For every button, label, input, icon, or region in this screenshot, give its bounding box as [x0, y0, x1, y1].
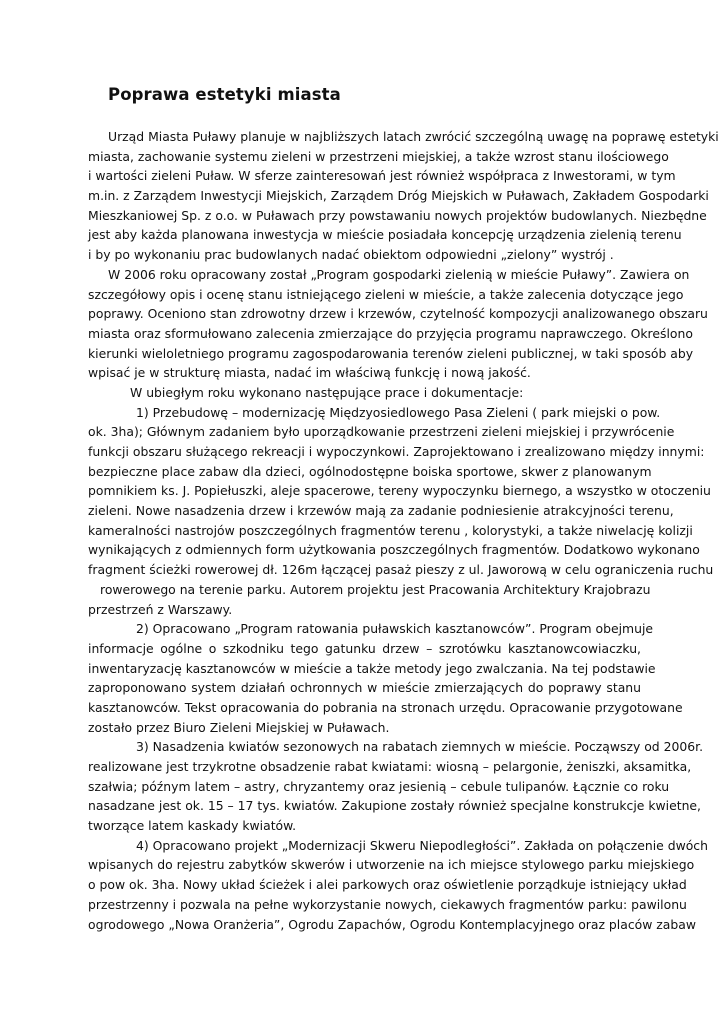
text-line: przestrzeń z Warszawy. — [88, 601, 233, 617]
text-line: miasta oraz sformułowano zalecenia zmierzające do przyjęcia programu naprawczego. Określono — [88, 325, 693, 341]
text-line: inwentaryzację kasztanowców w mieście a także metody jego zwalczania. Na tej podstawie — [88, 660, 656, 676]
document-body — [88, 127, 719, 934]
text-line: fragment ścieżki rowerowej dł. 126m łączącej pasaż pieszy z ul. Jaworową w celu ograniczenia ruchu — [88, 562, 714, 578]
text-line: m.in. z Zarządem Inwestycji Miejskich, Zarządem Dróg Miejskich w Puławach, Zakładem Gospodarki — [88, 188, 709, 204]
text-line: szałwia; późnym latem – astry, chryzantemy oraz jesienią – cebule tulipanów. Łącznie co roku — [88, 778, 670, 794]
text-line: kierunki wieloletniego programu zagospodarowania terenów zieleni publicznej, w taki sposób aby — [88, 345, 694, 361]
text-line: ok. 3ha); Głównym zadaniem było uporządkowanie przestrzeni zieleni miejskiej i przywrócenie — [88, 424, 675, 440]
text-line: informacje ogólne o szkodniku tego gatunku drzew – szrotówku kasztanowcowiaczku, — [88, 640, 641, 656]
document-title: Poprawa estetyki miasta — [108, 85, 341, 104]
text-line: kasztanowców. Tekst opracowania do pobrania na stronach urzędu. Opracowanie przygotowane — [88, 699, 683, 715]
text-line: poprawy. Oceniono stan zdrowotny drzew i krzewów, czytelność kompozycji analizowanego obszaru — [88, 306, 708, 322]
text-line: nasadzane jest ok. 15 – 17 tys. kwiatów. Zakupione zostały również specjalne konstrukcje kwietne, — [88, 798, 701, 814]
text-line: realizowane jest trzykrotne obsadzenie rabat kwiatami: wiosną – pelargonie, żeniszki, aksamitka, — [88, 759, 692, 774]
text-line: 1) Przebudowę – modernizację Międzyosiedlowego Pasa Zieleni ( park miejski o pow. — [136, 404, 661, 420]
text-line: funkcji obszaru służącego rekreacji i wypoczynkowi. Zaprojektowano i zrealizowano między innymi: — [88, 444, 705, 459]
text-line: Mieszkaniowej Sp. z o.o. w Puławach przy powstawaniu nowych projektów budowlanych. Niezbędne — [88, 207, 707, 223]
text-line: szczegółowy opis i ocenę stanu istniejącego zieleni w mieście, a także zalecenia dotyczące jego — [88, 286, 684, 302]
text-line: ogrodowego „Nowa Oranżeria”, Ogrodu Zapachów, Ogrodu Kontemplacyjnego oraz placów zabaw — [88, 916, 696, 932]
text-line: 4) Opracowano projekt „Modernizacji Skweru Niepodległości”. Zakłada on połączenie dwóch — [136, 837, 708, 853]
text-line: bezpieczne place zabaw dla dzieci, ogólnodostępne boiska sportowe, skwer z planowanym — [88, 463, 652, 479]
text-line: pomnikiem ks. J. Popiełuszki, aleje spacerowe, tereny wypoczynku biernego, a wszystko w otoczeniu — [88, 483, 711, 499]
text-line: wynikających z odmiennych form użytkowania poszczególnych fragmentów. Dodatkowo wykonano — [88, 542, 700, 558]
text-line: i wartości zieleni Puław. W sferze zainteresowań jest również współpraca z Inwestorami, w tym — [88, 168, 676, 184]
text-line: zieleni. Nowe nasadzenia drzew i krzewów mają za zadanie podniesienie atrakcyjności terenu, — [88, 503, 674, 519]
text-line: wpisać je w strukturę miasta, nadać im właściwą funkcję i nową jakość. — [88, 365, 531, 381]
text-line: jest aby każda planowana inwestycja w mieście posiadała koncepcję urządzenia zielenią terenu — [88, 227, 682, 243]
text-line: wpisanych do rejestru zabytków skwerów i utworzenie na ich miejsce stylowego parku miejskiego — [88, 857, 695, 873]
text-line: W ubiegłym roku wykonano następujące prace i dokumentacje: — [130, 384, 524, 400]
text-line: i by po wykonaniu prac budowlanych nadać obiektom odpowiedni „zielony” wystrój . — [88, 247, 614, 263]
text-line: rowerowego na terenie parku. Autorem projektu jest Pracowania Architektury Krajobrazu — [100, 581, 651, 597]
text-line: Urząd Miasta Puławy planuje w najbliższych latach zwrócić szczególną uwagę na poprawę estetyki — [108, 129, 719, 144]
text-line: 3) Nasadzenia kwiatów sezonowych na rabatach ziemnych w mieście. Począwszy od 2006r. — [136, 739, 704, 755]
text-line: zaproponowano system działań ochronnych w mieście zmierzających do poprawy stanu — [88, 680, 641, 696]
text-line: o pow ok. 3ha. Nowy układ ścieżek i alei parkowych oraz oświetlenie porządkuje istniejący układ — [88, 877, 687, 893]
text-line: miasta, zachowanie systemu zieleni w przestrzeni miejskiej, a także wzrost stanu ilościowego — [88, 148, 669, 164]
text-line: zostało przez Biuro Zieleni Miejskiej w Puławach. — [88, 719, 390, 735]
text-line: tworzące latem kaskady kwiatów. — [88, 818, 297, 834]
text-line: kameralności nastrojów poszczególnych fragmentów terenu , kolorystyki, a także niwelację kolizji — [88, 522, 693, 538]
text-line: przestrzenny i pozwala na pełne wykorzystanie nowych, ciekawych fragmentów parku: pawilonu — [88, 896, 687, 912]
text-line: 2) Opracowano „Program ratowania puławskich kasztanowców”. Program obejmuje — [136, 621, 654, 637]
text-line: W 2006 roku opracowany został „Program gospodarki zielenią w mieście Puławy”. Zawiera on — [108, 266, 690, 282]
